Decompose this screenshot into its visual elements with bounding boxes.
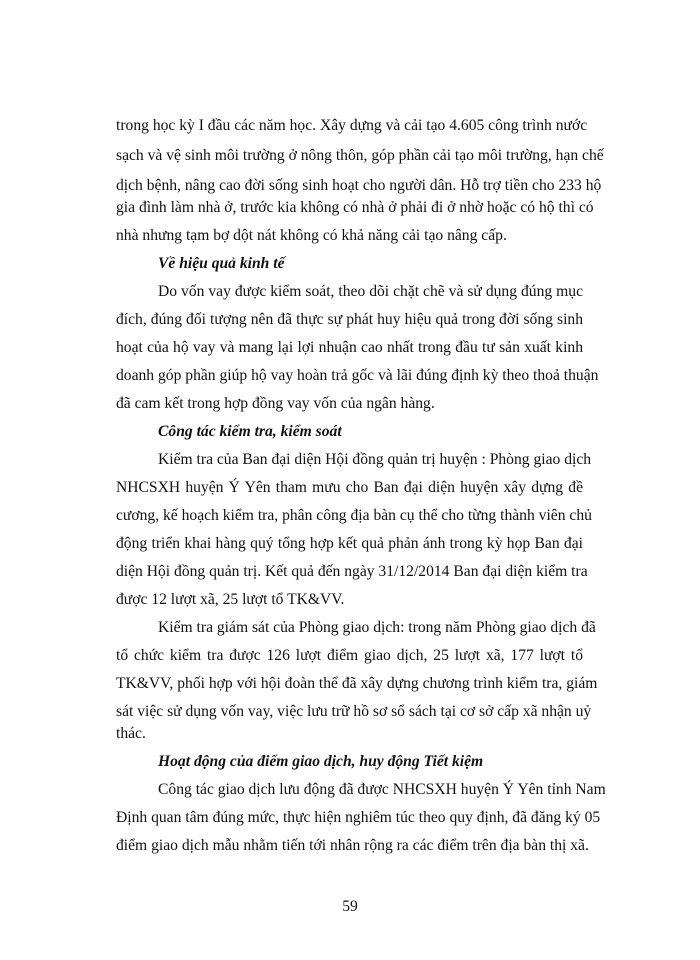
section-heading: Công tác kiểm tra, kiểm soát bbox=[158, 423, 342, 440]
paragraph-line: Kiểm tra của Ban đại diện Hội đồng quản trị huyện : Phòng giao dịch bbox=[158, 451, 592, 468]
paragraph-line: thác. bbox=[116, 725, 146, 742]
paragraph-line: động triển khai hàng quý tổng hợp kết quả phản ánh trong kỳ họp Ban đại bbox=[116, 535, 583, 552]
paragraph-line: được 12 lượt xã, 25 lượt tổ TK&VV. bbox=[116, 591, 345, 608]
page-number: 59 bbox=[342, 898, 358, 915]
paragraph-line: NHCSXH huyện Ý Yên tham mưu cho Ban đại diện huyện xây dựng đề bbox=[116, 479, 583, 496]
paragraph-line: Định quan tâm đúng mức, thực hiện nghiêm túc theo quy định, đã đăng ký 05 bbox=[116, 809, 601, 826]
paragraph-line: TK&VV, phối hợp với hội đoàn thể đã xây dựng chương trình kiểm tra, giám bbox=[116, 675, 598, 692]
paragraph-line: đích, đúng đối tượng nên đã thực sự phát huy hiệu quả trong đời sống sinh bbox=[116, 311, 583, 328]
paragraph-line: gia đình làm nhà ở, trước kia không có nhà ở phải đi ở nhờ hoặc có hộ thì có bbox=[116, 199, 594, 216]
paragraph-line: diện Hội đồng quản trị. Kết quả đến ngày 31/12/2014 Ban đại diện kiểm tra bbox=[116, 563, 588, 580]
paragraph-line: Công tác giao dịch lưu động đã được NHCSXH huyện Ý Yên tỉnh Nam bbox=[158, 781, 606, 798]
paragraph-line: hoạt của hộ vay và mang lại lợi nhuận cao nhất trong đầu tư sản xuất kinh bbox=[116, 339, 583, 356]
paragraph-line: sát việc sử dụng vốn vay, việc lưu trữ hồ sơ sổ sách tại cơ sở cấp xã nhận uỷ bbox=[116, 703, 592, 720]
paragraph-line: tổ chức kiểm tra được 126 lượt điểm giao dịch, 25 lượt xã, 177 lượt tổ bbox=[116, 647, 583, 664]
paragraph-line: doanh góp phần giúp hộ vay hoàn trả gốc và lãi đúng định kỳ theo thoả thuận bbox=[116, 367, 599, 384]
paragraph-line: điểm giao dịch mẫu nhằm tiến tới nhân rộng ra các điểm trên địa bàn thị xã. bbox=[116, 837, 589, 854]
section-heading: Về hiệu quả kinh tế bbox=[158, 255, 285, 272]
paragraph-line: đã cam kết trong hợp đồng vay vốn của ngân hàng. bbox=[116, 395, 435, 412]
paragraph-line: nhà nhưng tạm bợ dột nát không có khả năng cải tạo nâng cấp. bbox=[116, 227, 507, 244]
section-heading: Hoạt động của điểm giao dịch, huy động Tiết kiệm bbox=[158, 753, 484, 770]
paragraph-line: cương, kế hoạch kiểm tra, phân công địa bàn cụ thể cho từng thành viên chủ bbox=[116, 507, 592, 524]
paragraph-line: sạch và vệ sinh môi trường ở nông thôn, góp phần cải tạo môi trường, hạn chế bbox=[116, 147, 604, 164]
paragraph-line: trong học kỳ I đầu các năm học. Xây dựng và cải tạo 4.605 công trình nước bbox=[116, 117, 588, 134]
paragraph-line: dịch bệnh, nâng cao đời sống sinh hoạt cho người dân. Hỗ trợ tiền cho 233 hộ bbox=[116, 177, 602, 194]
paragraph-line: Do vốn vay được kiểm soát, theo dõi chặt chẽ và sử dụng đúng mục bbox=[158, 283, 583, 300]
paragraph-line: Kiểm tra giám sát của Phòng giao dịch: trong năm Phòng giao dịch đã bbox=[158, 619, 596, 636]
